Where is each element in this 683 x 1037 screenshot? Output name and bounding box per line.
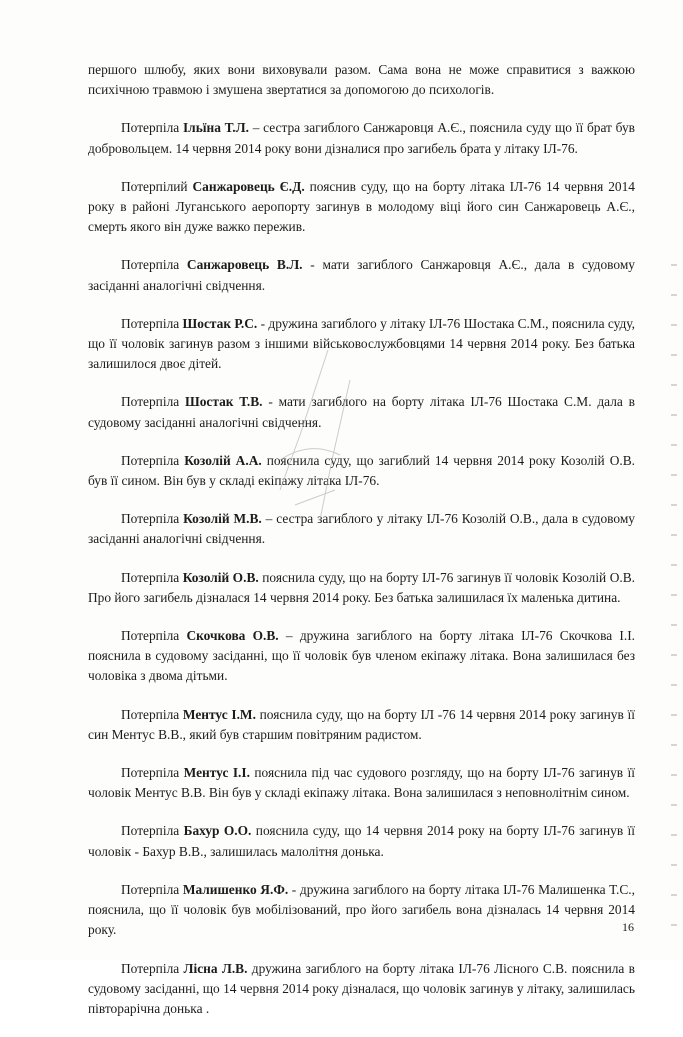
paragraph-text: Потерпіла <box>121 823 184 839</box>
paragraph-text: - мати загиблого на борту літака ІЛ-76 Шостака С.М. дала в судовому засіданні аналогічні свідчення. <box>88 394 635 430</box>
paragraph-text: Потерпіла <box>121 628 187 644</box>
testimony-paragraph <box>88 255 635 295</box>
paragraph-text: Потерпіла <box>121 765 184 781</box>
testimony-paragraph <box>88 626 635 687</box>
testimony-paragraph <box>88 705 635 745</box>
paragraph-text: пояснила суду, що загиблий 14 червня 2014 року Козолій О.В. був її сином. Він був у складі екіпажу літака ІЛ-76. <box>88 452 635 489</box>
scanned-edge-marks <box>671 250 677 940</box>
person-name: Шостак Т.В. <box>185 394 263 410</box>
paragraph-text: Потерпіла <box>121 394 185 410</box>
testimony-paragraph <box>88 451 635 491</box>
paragraph-text: Потерпіла <box>121 960 184 976</box>
person-name: Ментус І.І. <box>183 765 250 781</box>
testimony-paragraph <box>88 118 635 158</box>
paragraph-text: - дружина загиблого на борту літака ІЛ-76 Малишенка Т.С., пояснила, що її чоловік був мобілізований, про його загибель вона дізналась 14 червня 2014 року. <box>88 881 635 938</box>
paragraph-text: пояснила суду, що на борту ІЛ-76 загинув її чоловік Козолій О.В. Про його загибель дізналася 14 червня 2014 року. Без батька залишилася їх маленька дитина. <box>88 569 636 605</box>
paragraph-text: Потерпіла <box>121 569 183 585</box>
paragraph-text: Потерпіла <box>121 881 183 897</box>
person-name: Шостак Р.С. <box>182 315 258 331</box>
paragraph-text: Потерпіла <box>121 452 185 468</box>
paragraph-text: Потерпіла <box>121 511 184 527</box>
paragraph-text: Потерпіла <box>121 120 183 136</box>
paragraph-text: Потерпіла <box>121 706 183 722</box>
person-name: Козолій М.В. <box>183 511 262 527</box>
testimony-paragraph <box>88 509 635 549</box>
person-name: Козолій А.А. <box>184 452 262 468</box>
person-name: Ментус І.М. <box>182 706 256 722</box>
paragraph-text: – сестра загиблого у літаку ІЛ-76 Козолій О.В., дала в судовому засіданні аналогічні свідчення. <box>88 511 635 547</box>
paragraph-text: дружина загиблого на борту літака ІЛ-76 Лісного С.В. пояснила в судовому засіданні, що 14 червня 2014 року дізналася, що чоловік загинув у літаку, залишилась півторарічна донька . <box>88 960 635 1016</box>
person-name: Санжаровець Є.Д. <box>192 178 305 194</box>
testimony-paragraph <box>88 392 635 432</box>
paragraph-text: – дружина загиблого на борту літака ІЛ-76 Скочкова І.І. пояснила в судовому засіданні, що її чоловік був членом екіпажу літака. Вона залишилася без чоловіка з двома дітьми. <box>88 628 636 684</box>
person-name: Ільїна Т.Л. <box>182 120 249 136</box>
person-name: Малишенко Я.Ф. <box>182 881 289 897</box>
testimony-paragraph <box>88 763 635 803</box>
paragraph-text: пояснила під час судового розгляду, що на борту ІЛ-76 загинув її чоловік Ментус В.В. Він був у складі екіпажу літака. Вона залишилася з неповнолітнім сином. <box>88 765 635 801</box>
paragraph-text: – сестра загиблого Санжаровця А.Є., пояснила суду що її брат був добровольцем. 14 червня 2014 року вони дізналися про загибель брата у літаку ІЛ-76. <box>88 120 636 156</box>
testimony-paragraph <box>88 177 635 238</box>
testimony-paragraph <box>88 314 635 375</box>
document-body <box>88 60 635 1037</box>
paragraph-text: Потерпілий <box>121 178 193 194</box>
paragraph-text: першого шлюбу, яких вони виховували разом. Сама вона не може справитися з важкою психічною травмою і змушена звертатися за допомогою до психологів. <box>88 62 635 98</box>
testimony-paragraph <box>88 959 635 1020</box>
paragraph-text: - дружина загиблого у літаку ІЛ-76 Шостака С.М., пояснила суду, що її чоловік загинув разом з іншими військовослужбовцями 14 червня 2014 року. Без батька залишилося двоє дітей. <box>88 315 636 372</box>
testimony-paragraph <box>88 880 635 941</box>
testimony-paragraph <box>88 821 635 861</box>
paragraph-text: пояснив суду, що на борту літака ІЛ-76 14 червня 2014 року в районі Луганського аеропорту загинув в молодому віці його син Санжаровець А.Є., смерть якого він дуже важко пережив. <box>88 178 635 235</box>
page-number: 16 <box>622 920 634 934</box>
paragraph-text: пояснила суду, що 14 червня 2014 року на борту ІЛ-76 загинув її чоловік - Бахур В.В., залишилась малолітня донька. <box>88 823 635 859</box>
person-name: Лісна Л.В. <box>183 960 248 976</box>
paragraph-text: пояснила суду, що на борту ІЛ -76 14 червня 2014 року загинув її син Ментус В.В., який був старшим повітряним радистом. <box>88 706 635 742</box>
person-name: Бахур О.О. <box>183 823 252 839</box>
person-name: Санжаровець В.Л. <box>186 257 303 273</box>
paragraph-text: - мати загиблого Санжаровця А.Є., дала в судовому засіданні аналогічні свідчення. <box>88 257 635 293</box>
paragraph-text: Потерпіла <box>121 257 187 273</box>
testimony-paragraph <box>88 60 635 100</box>
testimony-paragraph <box>88 568 635 608</box>
person-name: Козолій О.В. <box>182 569 259 585</box>
paragraph-text: Потерпіла <box>121 315 183 331</box>
person-name: Скочкова О.В. <box>186 628 279 644</box>
